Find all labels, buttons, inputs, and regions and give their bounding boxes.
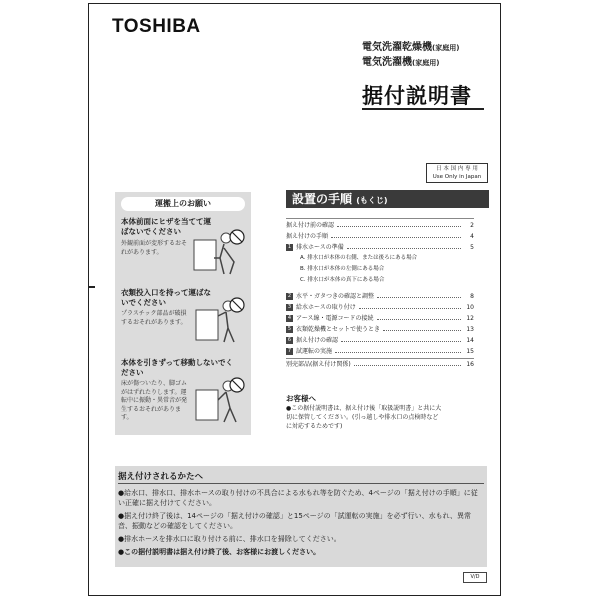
- toc-row-page: 5: [470, 244, 474, 251]
- toc-row: [286, 221, 474, 230]
- caution-item-title: 本体前面にヒザを当てて運ばないでください: [121, 217, 211, 236]
- toc-row-number: 1: [287, 244, 292, 250]
- toc-row-title: 据え付けの手順: [286, 233, 329, 240]
- toc-row-title: 据え付けの確認: [296, 337, 339, 344]
- customer-note-text: ●この据付説明書は、据え付け後「取扱説明書」と共に大切に保管してください。(引っ越しや排水口の点検時などに対応するためです): [286, 405, 442, 430]
- toc-row-title: 据え付け前の確認: [286, 222, 335, 229]
- toc-row-page: 4: [470, 233, 474, 240]
- toc-row-page: 10: [466, 304, 474, 311]
- caution-item-title: 本体を引きずって移動しないでください: [121, 358, 234, 377]
- toc-row: [286, 303, 474, 312]
- caution-heading: 運搬上のお願い: [121, 197, 245, 211]
- toc-row-page: 8: [470, 293, 474, 300]
- version-code: V/D: [463, 572, 487, 583]
- toc-subitem: A. 排水口が本体の右側、または後ろにある場合: [300, 255, 418, 261]
- toc-row-page: 2: [470, 222, 474, 229]
- toc-divider: [286, 358, 474, 359]
- toc-heading: [286, 190, 489, 208]
- installer-item: ●給水口、排水口、排水ホースの取り付けの不具合による水もれ等を防ぐため、4ページの「据え付けの手順」に従い正確に据え付けてください。: [118, 489, 478, 507]
- toc-row-title: 水平・ガタつきの確認と調整: [296, 293, 375, 300]
- toc-row-title: 給水ホースの取り付け: [296, 304, 356, 311]
- edge-mark: [89, 286, 95, 288]
- caution-item-text: プラスチック部品が破損するおそれがあります。: [121, 310, 187, 326]
- toc-row-title: 試運転の実施: [296, 348, 333, 355]
- customer-note-heading: お客様へ: [286, 394, 316, 403]
- toc-row: [286, 314, 474, 323]
- toc-divider: [286, 218, 474, 219]
- product-usage: (家庭用): [432, 44, 460, 52]
- product-name: 電気洗濯乾燥機: [362, 42, 432, 53]
- drag-illustration: [190, 376, 246, 426]
- toc-row-number: 5: [287, 326, 292, 332]
- toc-row-number: 3: [287, 304, 292, 310]
- installer-item: ●排水ホースを排水口に取り付ける前に、排水口を掃除してください。: [118, 535, 341, 543]
- toc-row-title: アース線・電源コードの接続: [296, 315, 374, 322]
- product-name: 電気洗濯機: [362, 57, 412, 68]
- toc-row-page: 12: [466, 315, 474, 322]
- toc-row-number: 2: [287, 293, 292, 299]
- toc-row-page: 15: [466, 348, 474, 355]
- product-line-1: [362, 38, 459, 53]
- toc-row-page: 14: [466, 337, 474, 344]
- toc-row: [286, 292, 474, 301]
- toc-row: [286, 360, 474, 369]
- toc-row-title: 排水ホースの準備: [296, 244, 344, 251]
- region-label-en: Use Only in Japan: [432, 174, 482, 180]
- toc-title: 設置の手順: [292, 192, 353, 206]
- product-usage: (家庭用): [412, 59, 440, 67]
- toc-subitem: C. 排水口が本体の真下にある場合: [300, 277, 385, 283]
- region-label-jp: 日 本 国 内 専 用: [436, 166, 478, 172]
- toc-row-number: 7: [287, 348, 292, 354]
- toc-subtitle: (もくじ): [356, 196, 388, 205]
- toc-row: [286, 336, 474, 345]
- toc-row: [286, 243, 474, 252]
- brand-logo: TOSHIBA: [112, 16, 201, 37]
- toc-row-number: 6: [287, 337, 292, 343]
- toc-row-page: 16: [466, 361, 474, 368]
- region-label: [426, 163, 488, 183]
- caution-item-text: 外観前面が変形するおそれがあります。: [121, 240, 188, 256]
- toc-row-title: 衣類乾燥機とセットで使うとき: [296, 326, 381, 333]
- installer-item: ●据え付け終了後は、14ページの「据え付けの確認」と15ページの「試運転の実施」を必ず行い、水もれ、異常音、振動などの確認をしてください。: [118, 512, 472, 530]
- toc-row-title: 別売部品(据え付け関係): [286, 361, 351, 368]
- toc-row: [286, 325, 474, 334]
- lid-carry-illustration: [190, 296, 246, 344]
- toc-row: [286, 232, 474, 241]
- title-rule: [362, 108, 484, 110]
- toc-row: [286, 347, 474, 356]
- toc-subitem: B. 排水口が本体の左側にある場合: [300, 266, 385, 272]
- knee-carry-illustration: [190, 228, 246, 276]
- caution-item-title: 衣類投入口を持って運ばないでください: [121, 288, 211, 307]
- product-line-2: [362, 53, 439, 68]
- installer-heading: 据え付けされるかたへ: [118, 472, 204, 482]
- installer-item: ●この据付説明書は据え付け終了後、お客様にお渡しください。: [118, 548, 321, 556]
- document-title: 据付説明書: [362, 84, 472, 108]
- caution-item-text: 床が傷ついたり、脚ゴムがはずれたりします。運転中に振動・異常音が発生するおそれがあります。: [121, 380, 188, 421]
- installer-rule: [118, 483, 484, 484]
- toc-row-page: 13: [466, 326, 474, 333]
- toc-row-number: 4: [287, 315, 292, 321]
